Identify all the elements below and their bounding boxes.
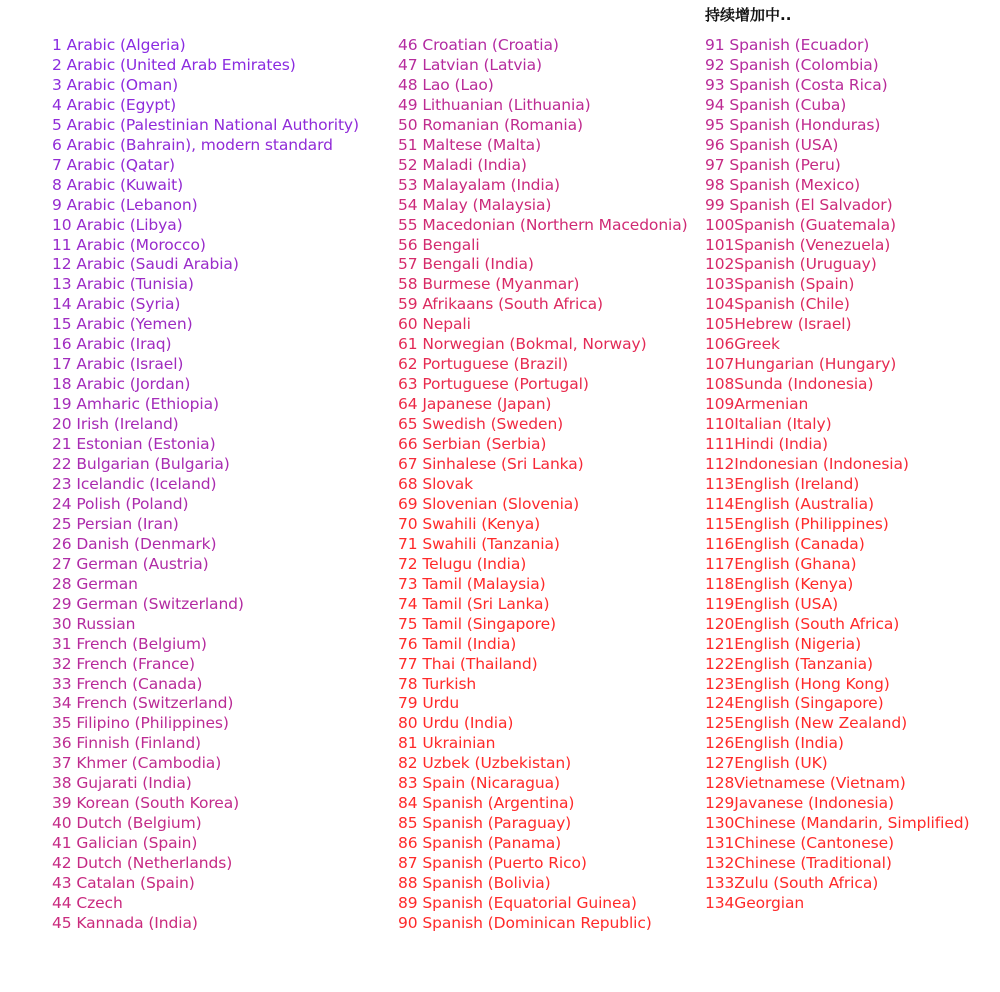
language-item: 38 Gujarati (India) <box>52 774 192 793</box>
language-item: 63 Portuguese (Portugal) <box>398 375 589 394</box>
continuing-note: 持续增加中.. <box>705 6 792 24</box>
language-column-3 <box>705 36 969 914</box>
language-item: 68 Slovak <box>398 474 474 493</box>
language-item: 101Spanish (Venezuela) <box>705 235 891 254</box>
language-item: 47 Latvian (Latvia) <box>398 55 542 74</box>
language-item: 41 Galician (Spain) <box>52 834 198 853</box>
language-item: 9 Arabic (Lebanon) <box>52 195 198 214</box>
language-item: 75 Tamil (Singapore) <box>398 614 556 633</box>
language-item: 4 Arabic (Egypt) <box>52 95 177 114</box>
language-item: 42 Dutch (Netherlands) <box>52 854 233 873</box>
language-item: 93 Spanish (Costa Rica) <box>705 75 888 94</box>
language-column-1 <box>52 36 359 934</box>
language-item: 87 Spanish (Puerto Rico) <box>398 854 587 873</box>
language-item: 74 Tamil (Sri Lanka) <box>398 594 550 613</box>
language-item: 61 Norwegian (Bokmal, Norway) <box>398 335 647 354</box>
language-item: 7 Arabic (Qatar) <box>52 155 175 174</box>
language-item: 19 Amharic (Ethiopia) <box>52 395 219 414</box>
language-item: 53 Malayalam (India) <box>398 175 560 194</box>
language-item: 120English (South Africa) <box>705 614 900 633</box>
language-item: 40 Dutch (Belgium) <box>52 814 202 833</box>
language-item: 56 Bengali <box>398 235 480 254</box>
language-item: 28 German <box>52 574 138 593</box>
language-item: 102Spanish (Uruguay) <box>705 255 877 274</box>
language-item: 121English (Nigeria) <box>705 634 862 653</box>
language-item: 119English (USA) <box>705 594 839 613</box>
language-item: 55 Macedonian (Northern Macedonia) <box>398 215 688 234</box>
language-item: 70 Swahili (Kenya) <box>398 514 541 533</box>
language-item: 92 Spanish (Colombia) <box>705 55 879 74</box>
language-item: 22 Bulgarian (Bulgaria) <box>52 455 230 474</box>
language-item: 46 Croatian (Croatia) <box>398 36 559 54</box>
language-item: 81 Ukrainian <box>398 734 496 753</box>
language-item: 76 Tamil (India) <box>398 634 517 653</box>
language-item: 13 Arabic (Tunisia) <box>52 275 194 294</box>
language-item: 26 Danish (Denmark) <box>52 534 217 553</box>
language-item: 109Armenian <box>705 395 809 414</box>
language-item: 37 Khmer (Cambodia) <box>52 754 222 773</box>
language-item: 27 German (Austria) <box>52 554 209 573</box>
language-item: 50 Romanian (Romania) <box>398 115 583 134</box>
language-item: 32 French (France) <box>52 654 195 673</box>
language-item: 18 Arabic (Jordan) <box>52 375 191 394</box>
language-item: 106Greek <box>705 335 780 354</box>
language-item: 16 Arabic (Iraq) <box>52 335 172 354</box>
language-item: 80 Urdu (India) <box>398 714 514 733</box>
language-item: 34 French (Switzerland) <box>52 694 234 713</box>
language-item: 5 Arabic (Palestinian National Authority) <box>52 115 359 134</box>
language-item: 104Spanish (Chile) <box>705 295 850 314</box>
language-item: 65 Swedish (Sweden) <box>398 415 564 434</box>
language-item: 17 Arabic (Israel) <box>52 355 184 374</box>
language-item: 31 French (Belgium) <box>52 634 207 653</box>
language-item: 99 Spanish (El Salvador) <box>705 195 893 214</box>
language-item: 11 Arabic (Morocco) <box>52 235 206 254</box>
language-item: 10 Arabic (Libya) <box>52 215 183 234</box>
language-item: 78 Turkish <box>398 674 477 693</box>
language-item: 51 Maltese (Malta) <box>398 135 542 154</box>
language-item: 66 Serbian (Serbia) <box>398 435 547 454</box>
language-item: 131Chinese (Cantonese) <box>705 834 895 853</box>
language-item: 129Javanese (Indonesia) <box>705 794 894 813</box>
language-item: 114English (Australia) <box>705 494 874 513</box>
language-item: 103Spanish (Spain) <box>705 275 855 294</box>
language-item: 43 Catalan (Spain) <box>52 874 195 893</box>
language-item: 122English (Tanzania) <box>705 654 873 673</box>
language-item: 72 Telugu (India) <box>398 554 527 573</box>
language-item: 97 Spanish (Peru) <box>705 155 841 174</box>
language-item: 25 Persian (Iran) <box>52 514 179 533</box>
language-item: 108Sunda (Indonesia) <box>705 375 874 394</box>
language-item: 84 Spanish (Argentina) <box>398 794 575 813</box>
language-item: 1 Arabic (Algeria) <box>52 36 186 54</box>
language-item: 111Hindi (India) <box>705 435 828 454</box>
language-item: 126English (India) <box>705 734 844 753</box>
language-item: 82 Uzbek (Uzbekistan) <box>398 754 572 773</box>
language-item: 112Indonesian (Indonesia) <box>705 455 909 474</box>
language-item: 69 Slovenian (Slovenia) <box>398 494 580 513</box>
language-item: 88 Spanish (Bolivia) <box>398 874 551 893</box>
language-item: 134Georgian <box>705 893 805 912</box>
language-item: 115English (Philippines) <box>705 514 889 533</box>
language-item: 73 Tamil (Malaysia) <box>398 574 546 593</box>
language-item: 67 Sinhalese (Sri Lanka) <box>398 455 584 474</box>
language-item: 79 Urdu <box>398 694 460 713</box>
language-item: 71 Swahili (Tanzania) <box>398 534 560 553</box>
language-item: 2 Arabic (United Arab Emirates) <box>52 55 296 74</box>
language-item: 132Chinese (Traditional) <box>705 854 892 873</box>
language-item: 127English (UK) <box>705 754 828 773</box>
language-item: 36 Finnish (Finland) <box>52 734 202 753</box>
language-item: 15 Arabic (Yemen) <box>52 315 193 334</box>
language-item: 77 Thai (Thailand) <box>398 654 538 673</box>
language-item: 98 Spanish (Mexico) <box>705 175 861 194</box>
language-item: 44 Czech <box>52 893 123 912</box>
language-column-2 <box>398 36 688 934</box>
language-item: 62 Portuguese (Brazil) <box>398 355 569 374</box>
language-item: 89 Spanish (Equatorial Guinea) <box>398 893 637 912</box>
language-item: 24 Polish (Poland) <box>52 494 189 513</box>
language-item: 85 Spanish (Paraguay) <box>398 814 572 833</box>
language-item: 58 Burmese (Myanmar) <box>398 275 580 294</box>
language-item: 60 Nepali <box>398 315 471 334</box>
language-item: 105Hebrew (Israel) <box>705 315 852 334</box>
language-item: 20 Irish (Ireland) <box>52 415 179 434</box>
language-item: 49 Lithuanian (Lithuania) <box>398 95 591 114</box>
language-item: 29 German (Switzerland) <box>52 594 244 613</box>
language-item: 90 Spanish (Dominican Republic) <box>398 913 652 932</box>
language-item: 57 Bengali (India) <box>398 255 534 274</box>
language-item: 83 Spain (Nicaragua) <box>398 774 560 793</box>
language-item: 95 Spanish (Honduras) <box>705 115 881 134</box>
language-item: 128Vietnamese (Vietnam) <box>705 774 906 793</box>
language-item: 86 Spanish (Panama) <box>398 834 562 853</box>
language-item: 6 Arabic (Bahrain), modern standard <box>52 135 333 154</box>
language-item: 96 Spanish (USA) <box>705 135 839 154</box>
language-item: 117English (Ghana) <box>705 554 857 573</box>
language-item: 21 Estonian (Estonia) <box>52 435 216 454</box>
language-item: 3 Arabic (Oman) <box>52 75 179 94</box>
language-item: 64 Japanese (Japan) <box>398 395 552 414</box>
language-item: 124English (Singapore) <box>705 694 884 713</box>
language-item: 23 Icelandic (Iceland) <box>52 474 217 493</box>
language-item: 123English (Hong Kong) <box>705 674 890 693</box>
language-item: 35 Filipino (Philippines) <box>52 714 229 733</box>
language-item: 116English (Canada) <box>705 534 865 553</box>
language-item: 39 Korean (South Korea) <box>52 794 240 813</box>
language-item: 110Italian (Italy) <box>705 415 832 434</box>
language-item: 48 Lao (Lao) <box>398 75 494 94</box>
language-item: 118English (Kenya) <box>705 574 854 593</box>
language-item: 94 Spanish (Cuba) <box>705 95 847 114</box>
language-item: 52 Maladi (India) <box>398 155 527 174</box>
language-item: 54 Malay (Malaysia) <box>398 195 552 214</box>
language-item: 12 Arabic (Saudi Arabia) <box>52 255 239 274</box>
language-item: 14 Arabic (Syria) <box>52 295 181 314</box>
language-item: 113English (Ireland) <box>705 474 860 493</box>
language-item: 125English (New Zealand) <box>705 714 908 733</box>
language-item: 100Spanish (Guatemala) <box>705 215 896 234</box>
language-item: 45 Kannada (India) <box>52 913 198 932</box>
language-item: 30 Russian <box>52 614 136 633</box>
language-item: 59 Afrikaans (South Africa) <box>398 295 603 314</box>
language-item: 133Zulu (South Africa) <box>705 874 879 893</box>
language-item: 91 Spanish (Ecuador) <box>705 36 870 54</box>
language-item: 8 Arabic (Kuwait) <box>52 175 184 194</box>
language-item: 107Hungarian (Hungary) <box>705 355 897 374</box>
language-item: 130Chinese (Mandarin, Simplified) <box>705 814 970 833</box>
language-item: 33 French (Canada) <box>52 674 203 693</box>
